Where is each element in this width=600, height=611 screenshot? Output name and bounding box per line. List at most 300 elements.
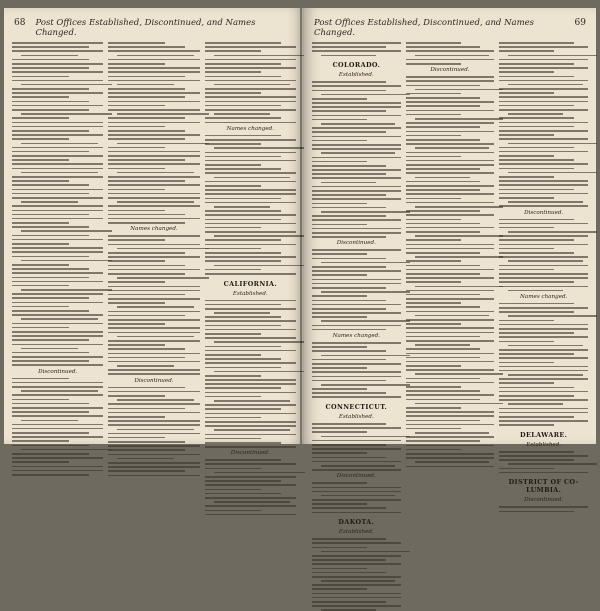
text-line [12,277,89,279]
text-line [108,441,185,443]
text-line [499,311,573,313]
text-line [406,131,495,133]
text-line [406,239,461,241]
text-line [12,302,103,304]
text-line [108,281,165,283]
text-line [406,357,480,359]
text-line [205,122,296,124]
text-line [12,394,103,396]
text-line [406,252,480,254]
left-columns [12,42,296,457]
text-line [12,339,89,341]
text-line [312,452,367,454]
text-line [406,348,480,350]
text-line [415,118,504,120]
text-line [205,396,262,398]
text-line [205,337,296,339]
text-line [406,248,495,250]
text-line [312,46,386,48]
text-line [321,55,376,57]
text-line [205,244,296,246]
text-line [406,457,495,459]
text-line [12,197,103,199]
right-columns [312,42,588,536]
text-line [499,370,588,372]
text-line [508,201,582,203]
text-line [108,96,185,98]
text-line [108,298,199,300]
text-line [117,201,194,203]
text-line [312,487,401,489]
section-sublabel: Names changed. [519,293,568,300]
text-line [108,147,165,149]
text-line [312,427,401,429]
text-line [499,50,554,52]
text-line [108,449,185,451]
text-line [406,97,480,99]
text-line [205,109,296,111]
text-line [205,181,296,183]
text-line [499,328,588,330]
text-line [406,323,461,325]
text-line [312,547,367,549]
text-line [205,260,282,262]
text-line [415,256,504,258]
text-line [12,411,89,413]
text-line [214,472,305,474]
text-line [321,320,410,322]
text-line [12,461,69,463]
text-line [108,416,165,418]
text-line [415,89,504,91]
text-line [406,319,495,321]
text-line [499,96,588,98]
state-heading: DISTRICT OF CO-LUMBIA. [508,478,579,495]
text-line [499,101,588,103]
text-line [406,214,495,216]
text-line [406,298,495,300]
text-line [205,417,262,419]
text-line [205,387,282,389]
text-line [12,356,103,358]
text-line [12,205,103,207]
text-line [499,197,554,199]
text-line [499,184,588,186]
text-line [12,67,89,69]
text-line [117,55,194,57]
text-line [312,98,367,100]
section-sublabel: Discontinued. [336,473,376,480]
text-line [508,231,597,233]
text-line [108,319,199,321]
text-line [12,193,89,195]
text-line [406,80,495,82]
text-line [312,350,386,352]
text-line [205,269,262,271]
text-line [499,408,588,410]
text-line [12,105,103,107]
text-line [205,304,282,306]
text-line [214,265,305,267]
text-line [205,164,262,166]
text-line [499,46,588,48]
text-line [406,411,495,413]
text-line [108,126,165,128]
text-line [205,375,262,377]
text-line [312,295,367,297]
text-line [406,63,461,65]
text-line [406,46,480,48]
text-line [499,362,554,364]
text-line [499,59,588,61]
text-line [12,92,103,94]
text-line [312,584,401,586]
text-line [12,352,89,354]
state-heading: COLORADO. [332,61,381,70]
text-line [406,59,495,61]
text-line [21,55,78,57]
text-line [12,214,89,216]
text-line [214,400,291,402]
text-line [12,407,103,409]
text-line [108,437,165,439]
text-line [415,235,504,237]
text-line [108,210,165,212]
text-line [108,184,199,186]
text-line [12,155,103,157]
text-line [108,462,199,464]
text-line [108,395,165,397]
text-line [499,180,588,182]
text-line [108,286,199,288]
text-line [321,355,410,357]
text-line [205,392,296,394]
text-line [312,169,401,171]
text-line [108,122,199,124]
text-line [108,46,185,48]
text-line [12,189,103,191]
text-line [12,134,103,136]
right-page-number: 69 [574,18,586,28]
text-line [499,412,588,414]
text-line [312,588,367,590]
text-line [499,281,573,283]
text-line [499,248,554,250]
section-sublabel: Established. [338,414,374,421]
text-column [205,42,296,457]
text-line [406,466,495,468]
text-line [214,84,291,86]
text-line [312,165,386,167]
text-line [499,109,588,111]
text-line [499,424,554,426]
text-line [12,344,103,346]
text-line [499,468,554,470]
text-line [205,210,282,212]
text-line [205,117,282,119]
text-line [205,320,296,322]
text-line [108,403,199,405]
text-line [312,190,401,192]
text-line [108,218,199,220]
text-line [12,151,89,153]
text-line [12,96,69,98]
text-line [205,239,282,241]
text-line [108,290,199,292]
text-line [312,274,367,276]
text-line [321,495,395,497]
text-line [312,538,386,540]
text-line [108,88,185,90]
text-line [312,576,401,578]
text-line [312,555,401,557]
text-line [312,127,401,129]
section-sublabel: Discontinued. [134,377,174,384]
text-line [312,482,367,484]
text-line [108,332,199,334]
text-line [205,489,262,491]
text-line [312,283,401,285]
text-line [205,248,262,250]
text-line [312,90,386,92]
text-line [108,71,199,73]
text-line [499,332,573,334]
text-line [108,59,199,61]
text-line [406,311,495,313]
text-line [205,325,282,327]
text-line [499,378,588,380]
text-line [499,71,554,73]
text-line [108,109,199,111]
text-line [117,143,208,145]
text-line [508,374,582,376]
text-line [108,412,199,414]
text-line [415,344,470,346]
text-line [12,306,69,308]
text-line [205,367,282,369]
text-line [205,404,296,406]
text-line [499,324,588,326]
text-column [108,42,199,436]
text-line [205,425,296,427]
text-line [108,76,185,78]
left-page-header [14,18,294,38]
text-line [205,383,296,385]
text-line [321,436,410,438]
text-line [108,50,199,52]
text-line [499,252,573,254]
text-line [312,304,401,306]
text-line [12,63,103,65]
right-page-header [314,18,586,38]
text-line [312,444,386,446]
text-line [12,399,69,401]
text-line [406,453,495,455]
text-line [12,474,89,476]
text-line [499,92,554,94]
text-line [108,475,199,477]
text-line [117,277,208,279]
text-line [12,331,103,333]
text-line [312,203,367,205]
text-line [415,461,489,463]
text-line [406,223,480,225]
text-line [312,367,367,369]
book-gutter [300,8,302,444]
text-line [406,50,495,52]
text-line [406,164,495,166]
text-line [312,270,401,272]
text-line [312,312,401,314]
text-line [12,226,89,228]
text-line [108,214,185,216]
text-line [499,176,554,178]
text-line [108,151,199,153]
text-line [214,429,291,431]
text-column [499,42,588,504]
text-line [406,85,480,87]
text-line [214,177,291,179]
text-line [406,42,461,44]
text-line [508,143,597,145]
text-line [406,327,495,329]
text-line [21,420,78,422]
text-line [12,42,103,44]
text-line [205,476,296,478]
text-line [117,84,174,86]
text-line [205,92,262,94]
text-line [12,109,89,111]
text-line [508,463,597,465]
text-line [406,160,495,162]
text-line [12,281,103,283]
text-line [205,88,296,90]
text-line [312,376,401,378]
text-line [12,159,69,161]
text-line [312,342,401,344]
text-line [108,454,199,456]
text-line [406,139,480,141]
text-line [12,440,69,442]
text-line [12,76,69,78]
text-line [312,371,401,373]
text-line [205,139,296,141]
text-line [312,186,401,188]
text-line [415,286,504,288]
text-line [312,85,401,87]
text-line [406,76,495,78]
text-line [205,463,296,465]
text-line [108,311,199,313]
text-line [406,365,461,367]
left-running-title: Post Offices Established, Discontinued, and Names Changed. [35,18,256,38]
text-line [406,156,461,158]
text-line [499,151,588,153]
text-line [499,134,554,136]
text-line [312,499,401,501]
text-line [406,152,495,154]
text-line [205,50,262,52]
text-line [108,470,185,472]
text-line [415,206,504,208]
text-line [406,93,461,95]
text-line [406,122,495,124]
text-line [312,605,401,607]
text-line [312,140,367,142]
text-line [406,394,495,396]
text-line [12,122,103,124]
text-line [205,408,282,410]
text-line [205,71,262,73]
text-line [12,364,103,366]
text-line [205,252,282,254]
text-line [499,205,588,207]
text-line [205,168,282,170]
text-line [415,147,489,149]
text-line [406,302,461,304]
text-line [205,135,282,137]
text-line [406,424,495,426]
text-line [108,134,199,136]
text-line [312,136,401,138]
text-line [499,277,588,279]
text-line [312,457,386,459]
text-line [108,373,199,375]
text-line [406,436,495,438]
text-line [312,461,401,463]
text-line [205,514,296,516]
text-line [12,457,103,459]
text-line [21,143,98,145]
text-line [205,468,262,470]
text-line [312,224,367,226]
text-line [12,243,69,245]
text-line [205,510,262,512]
text-line [214,341,305,343]
text-line [12,314,103,316]
text-line [312,563,401,565]
text-line [312,157,401,159]
text-line [108,357,185,359]
left-page-number: 68 [14,18,26,28]
text-line [406,110,495,112]
text-line [21,113,112,115]
text-line [108,168,165,170]
text-line [406,382,495,384]
text-line [312,316,367,318]
text-line [321,211,410,213]
text-line [205,172,296,174]
text-line [312,388,367,390]
section-sublabel: Names changed. [130,226,178,233]
text-line [499,163,588,165]
text-line [12,327,69,329]
text-line [312,144,401,146]
text-line [499,341,554,343]
text-line [12,360,89,362]
text-line [499,353,573,355]
text-line [312,258,386,260]
text-line [406,260,461,262]
text-line [12,264,69,266]
text-line [205,497,296,499]
text-line [499,189,573,191]
text-line [406,407,461,409]
text-line [108,244,199,246]
text-line [12,218,103,220]
text-line [108,269,199,271]
text-line [205,152,296,154]
